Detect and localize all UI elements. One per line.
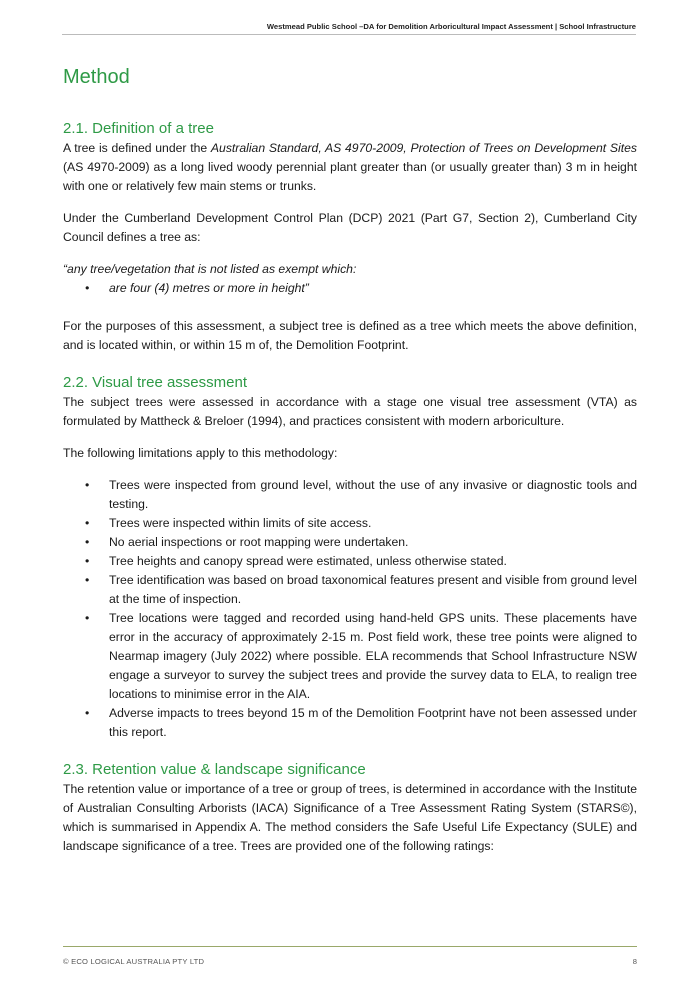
- council-definition-paragraph: Under the Cumberland Development Control Plan (DCP) 2021 (Part G7, Section 2), Cumberland City Council defines a tree as:: [63, 211, 637, 244]
- quote-text: “any tree/vegetation that is not listed as exempt which:: [63, 262, 357, 276]
- section-heading-2-3: 2.3. Retention value & landscape significance: [63, 761, 366, 778]
- page-content: [63, 66, 637, 856]
- quote-list: [63, 279, 637, 298]
- list-item: • Tree heights and canopy spread were estimated, unless otherwise stated.: [63, 552, 637, 571]
- retention-value-paragraph: The retention value or importance of a tree or group of trees, is determined in accordance with the Institute of Australian Consulting Arborists (IACA) Significance of a Tree Assessment Rating System (STARS©), which is summarised in Appendix A. The method considers the Safe Useful Life Expectancy (SULE) and landscape significance of a tree. Trees are provided one of the following ratings:: [63, 782, 637, 853]
- definition-rest: (AS 4970-2009) as a long lived woody perennial plant greater than (or usually greater than) 3 m in height with one or relatively few main stems or trunks.: [63, 160, 637, 193]
- footer-company: © ECO LOGICAL AUSTRALIA PTY LTD: [63, 957, 205, 966]
- list-item: • Tree identification was based on broad taxonomical features present and visible from ground level at the time of inspection.: [63, 571, 637, 609]
- section-heading-2-2: 2.2. Visual tree assessment: [63, 374, 247, 391]
- limitations-intro: The following limitations apply to this methodology:: [63, 446, 338, 460]
- vta-paragraph: The subject trees were assessed in accordance with a stage one visual tree assessment (VTA) as formulated by Mattheck & Breloer (1994), and practices consistent with modern arboriculture.: [63, 395, 637, 428]
- list-item: • No aerial inspections or root mapping were undertaken.: [63, 533, 637, 552]
- standard-title: Australian Standard, AS 4970-2009, Protection of Trees on Development Sites: [210, 141, 637, 155]
- footer-divider: [63, 946, 637, 947]
- page-title: Method: [63, 66, 130, 88]
- list-item: • Trees were inspected within limits of site access.: [63, 514, 637, 533]
- list-item: • Tree locations were tagged and recorded using hand-held GPS units. These placements have error in the accuracy of approximately 2-15 m. Post field work, these tree points were aligned to Nearmap imagery (July 2022) where possible. ELA recommends that School Infrastructure NSW engage a surveyor to survey the subject trees and provide the survey data to ELA, to realign tree locations to minimise error in the AIA.: [63, 609, 637, 704]
- running-header: Westmead Public School –DA for Demolition Arboricultural Impact Assessment | School Infrastructure: [62, 22, 636, 35]
- page-number: 8: [632, 957, 637, 966]
- quote-bullet: • are four (4) metres or more in height”: [63, 279, 637, 298]
- list-item: • Trees were inspected from ground level, without the use of any invasive or diagnostic tools and testing.: [63, 476, 637, 514]
- section-heading-2-1: 2.1. Definition of a tree: [63, 120, 214, 137]
- limitations-list: [63, 476, 637, 742]
- list-item: • Adverse impacts to trees beyond 15 m of the Demolition Footprint have not been assessed under this report.: [63, 704, 637, 742]
- definition-intro: A tree is defined under the: [63, 141, 211, 155]
- subject-tree-paragraph: For the purposes of this assessment, a subject tree is defined as a tree which meets the above definition, and is located within, or within 15 m of, the Demolition Footprint.: [63, 319, 637, 352]
- tree-definition-paragraph: [63, 139, 637, 196]
